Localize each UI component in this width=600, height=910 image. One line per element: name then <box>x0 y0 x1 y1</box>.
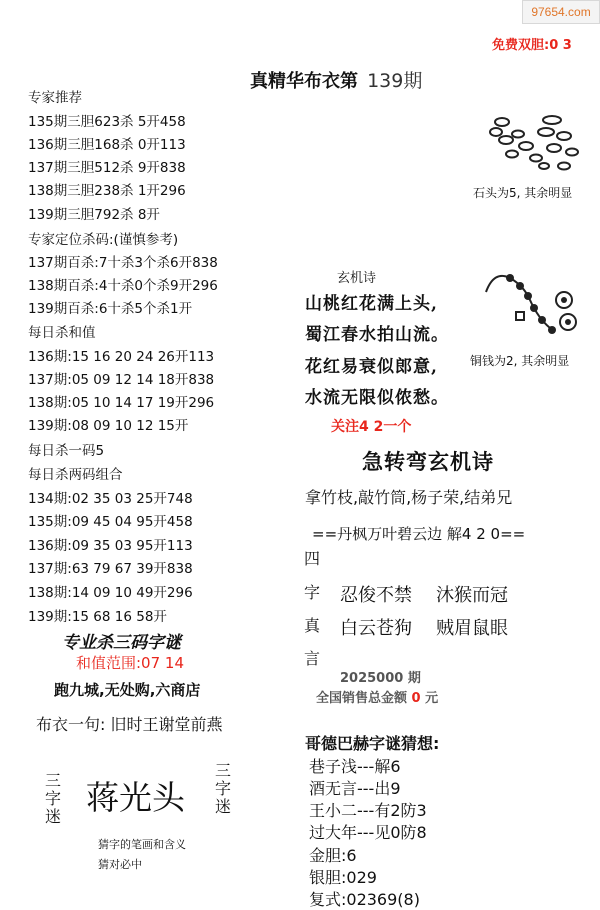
coin-caption: 铜钱为2, 其余明显 <box>470 354 570 368</box>
xuanji-line: 蜀江春水拍山流。 <box>305 325 449 345</box>
follow-note: 关注4 2一个 <box>331 419 412 435</box>
daily-sum-line: 137期:05 09 12 14 18开838 <box>28 372 215 388</box>
coins-illustration <box>480 266 580 338</box>
riddle3-title: 专业杀三码字谜 <box>62 633 181 653</box>
four-char-vertical: 真 <box>304 616 321 635</box>
goldbach-line: 金胆:6 <box>309 846 357 865</box>
daily-two-line: 135期:09 45 04 95开458 <box>28 514 193 530</box>
word-riddle-left-label: 三字迷 <box>44 771 61 826</box>
word-riddle-right-label: 三字迷 <box>214 761 231 816</box>
sales-amount: 0 <box>411 691 421 706</box>
turn-poem-title: 急转弯玄机诗 <box>362 450 494 474</box>
fengye-line: ==丹枫万叶碧云边 解4 2 0== <box>312 525 526 543</box>
word-riddle-hint: 猜对必中 <box>98 858 142 871</box>
four-char-vertical: 言 <box>304 649 321 668</box>
riddle3-sum-range: 和值范围:07 14 <box>76 654 184 672</box>
expert-line: 137期三胆512杀 9开838 <box>28 160 186 176</box>
daily-one: 每日杀一码5 <box>28 443 105 459</box>
site-logo: 97654.com <box>522 0 600 24</box>
sales-label: 全国销售总金额 <box>316 691 408 706</box>
position-kill-heading: 专家定位杀码:(谨慎参考) <box>28 232 179 248</box>
stones-illustration <box>484 108 584 174</box>
goldbach-line: 王小二---有2防3 <box>309 801 427 820</box>
xuanji-line: 花红易衰似郎意, <box>305 357 438 377</box>
four-char-vertical: 字 <box>304 583 321 602</box>
expert-line: 139期三胆792杀 8开 <box>28 207 160 223</box>
turn-poem-line: 拿竹枝,敲竹筒,杨子荣,结弟兄 <box>305 488 513 507</box>
expert-line: 136期三胆168杀 0开113 <box>28 137 186 153</box>
xuanji-line: 山桃红花满上头, <box>305 294 438 314</box>
title-text: 真精华布衣第 <box>250 71 358 92</box>
goldbach-line: 过大年---见0防8 <box>309 823 427 842</box>
goldbach-line: 酒无言---出9 <box>309 779 401 798</box>
xuanji-line: 水流无限似侬愁。 <box>305 388 449 408</box>
sales-unit: 元 <box>425 691 439 706</box>
sales-issue: 2025000 期 <box>340 671 421 686</box>
goldbach-line: 银胆:029 <box>309 868 377 887</box>
daily-sum-line: 138期:05 10 14 17 19开296 <box>28 395 215 411</box>
goldbach-line: 巷子浅---解6 <box>309 757 401 776</box>
expert-heading: 专家推荐 <box>28 90 82 106</box>
page-title <box>250 66 422 93</box>
goldbach-line: 复式:02369(8) <box>309 890 420 909</box>
daily-sum-line: 136期:15 16 20 24 26开113 <box>28 349 215 365</box>
xuanji-label: 玄机诗 <box>337 271 377 286</box>
four-char-phrase: 白云苍狗 <box>340 618 412 639</box>
daily-two-line: 134期:02 35 03 25开748 <box>28 491 193 507</box>
free-double: 免费双胆:0 3 <box>492 38 572 53</box>
daily-two-line: 138期:14 09 10 49开296 <box>28 585 193 601</box>
position-kill-line: 138期百杀:4十杀0个杀9开296 <box>28 278 218 294</box>
position-kill-line: 137期百杀:7十杀3个杀6开838 <box>28 255 218 271</box>
daily-two-heading: 每日杀两码组合 <box>28 467 123 483</box>
title-issue: 139期 <box>367 70 423 92</box>
expert-line: 138期三胆238杀 1开296 <box>28 183 186 199</box>
daily-two-line: 136期:09 35 03 95开113 <box>28 538 193 554</box>
goldbach-title: 哥德巴赫字谜猜想: <box>305 734 440 753</box>
four-char-phrase: 沐猴而冠 <box>436 585 508 606</box>
word-riddle-main: 蒋光头 <box>86 778 185 817</box>
sales-total <box>316 687 438 706</box>
daily-two-line: 137期:63 79 67 39开838 <box>28 561 193 577</box>
riddle3-text: 跑九城,无处购,六商店 <box>54 681 201 699</box>
daily-two-line: 139期:15 68 16 58开 <box>28 609 167 625</box>
daily-sum-line: 139期:08 09 10 12 15开 <box>28 418 189 434</box>
daily-sum-heading: 每日杀和值 <box>28 325 96 341</box>
four-char-phrase: 贼眉鼠眼 <box>436 618 508 639</box>
expert-line: 135期三胆623杀 5开458 <box>28 114 186 130</box>
four-char-vertical: 四 <box>304 549 321 568</box>
word-riddle-hint: 猜字的笔画和含义 <box>98 838 186 851</box>
position-kill-line: 139期百杀:6十杀5个杀1开 <box>28 301 193 317</box>
stone-caption: 石头为5, 其余明显 <box>473 186 573 200</box>
buyi-sentence: 布衣一句: 旧时王谢堂前燕 <box>36 715 223 734</box>
four-char-phrase: 忍俊不禁 <box>340 585 412 606</box>
